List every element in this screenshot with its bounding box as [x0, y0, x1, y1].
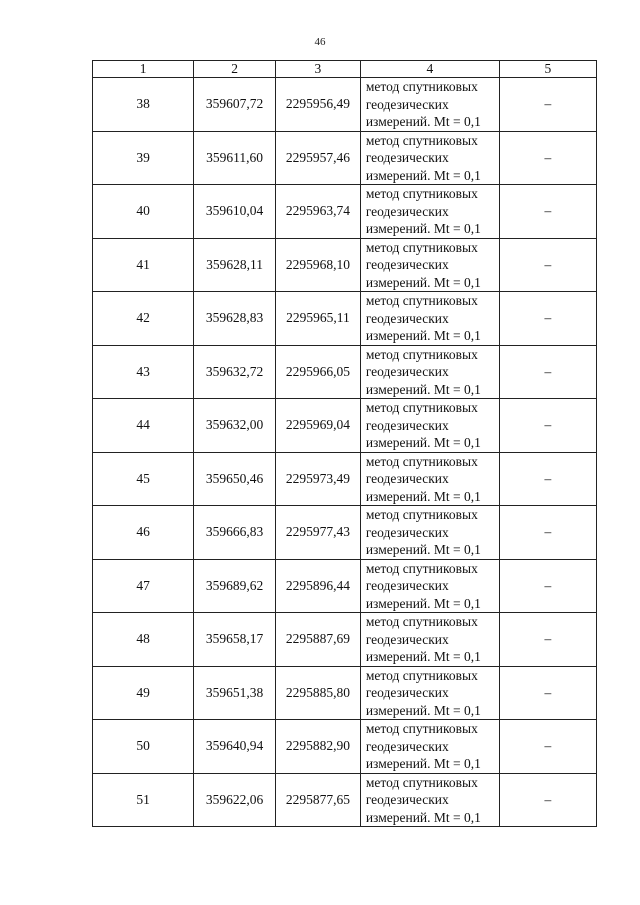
method-cell: [360, 292, 499, 346]
method-line: измерений. Mt = 0,1: [365, 435, 481, 450]
method-line: измерений. Mt = 0,1: [365, 114, 481, 129]
method-cell: [360, 345, 499, 399]
table-row: [93, 78, 597, 132]
column-header: 4: [360, 61, 499, 78]
method-cell: [360, 185, 499, 239]
point-number-cell: 51: [93, 773, 194, 827]
coordinates-table: [92, 60, 597, 827]
method-cell: [360, 773, 499, 827]
method-line: метод спутниковых: [365, 721, 478, 736]
method-cell: [360, 238, 499, 292]
method-line: измерений. Mt = 0,1: [365, 488, 481, 504]
method-line: метод спутниковых: [365, 293, 478, 308]
column-header: 3: [275, 61, 360, 78]
note-cell: –: [499, 131, 596, 185]
y-coordinate-cell: 2295965,11: [275, 292, 360, 346]
point-number-cell: 47: [93, 559, 194, 613]
method-line: геодезических: [365, 96, 449, 112]
x-coordinate-cell: 359650,46: [194, 452, 276, 506]
method-line: измерений. Mt = 0,1: [365, 274, 481, 290]
y-coordinate-cell: 2295963,74: [275, 185, 360, 239]
table-body: [93, 78, 597, 827]
method-line: измерений. Mt = 0,1: [365, 167, 481, 183]
point-number-cell: 45: [93, 452, 194, 506]
y-coordinate-cell: 2295885,80: [275, 666, 360, 720]
method-line: метод спутниковых: [365, 239, 478, 255]
method-line: измерений. Mt = 0,1: [365, 542, 481, 557]
method-line: геодезических: [365, 364, 449, 379]
table-row: [93, 399, 597, 453]
y-coordinate-cell: 2295968,10: [275, 238, 360, 292]
column-header: 1: [93, 61, 194, 78]
note-cell: –: [499, 399, 596, 453]
method-line: геодезических: [365, 792, 449, 807]
method-line: геодезических: [365, 471, 449, 486]
note-cell: –: [499, 78, 596, 132]
table-row: [93, 720, 597, 774]
y-coordinate-cell: 2295896,44: [275, 559, 360, 613]
table-header-row: [93, 61, 597, 78]
point-number-cell: 38: [93, 78, 194, 132]
x-coordinate-cell: 359632,00: [194, 399, 276, 453]
x-coordinate-cell: 359632,72: [194, 345, 276, 399]
note-cell: –: [499, 452, 596, 506]
y-coordinate-cell: 2295966,05: [275, 345, 360, 399]
note-cell: –: [499, 345, 596, 399]
method-cell: [360, 131, 499, 185]
method-line: геодезических: [365, 685, 449, 700]
method-line: метод спутниковых: [365, 79, 478, 94]
point-number-cell: 43: [93, 345, 194, 399]
note-cell: –: [499, 666, 596, 720]
point-number-cell: 44: [93, 399, 194, 453]
point-number-cell: 46: [93, 506, 194, 560]
method-cell: [360, 399, 499, 453]
x-coordinate-cell: 359640,94: [194, 720, 276, 774]
table-row: [93, 506, 597, 560]
point-number-cell: 48: [93, 613, 194, 667]
y-coordinate-cell: 2295957,46: [275, 131, 360, 185]
column-header: 2: [194, 61, 276, 78]
point-number-cell: 49: [93, 666, 194, 720]
x-coordinate-cell: 359611,60: [194, 131, 276, 185]
x-coordinate-cell: 359607,72: [194, 78, 276, 132]
y-coordinate-cell: 2295956,49: [275, 78, 360, 132]
method-line: измерений. Mt = 0,1: [365, 221, 481, 236]
x-coordinate-cell: 359689,62: [194, 559, 276, 613]
method-cell: [360, 559, 499, 613]
method-line: измерений. Mt = 0,1: [365, 649, 481, 664]
y-coordinate-cell: 2295973,49: [275, 452, 360, 506]
table-row: [93, 185, 597, 239]
point-number-cell: 41: [93, 238, 194, 292]
x-coordinate-cell: 359610,04: [194, 185, 276, 239]
note-cell: –: [499, 773, 596, 827]
point-number-cell: 39: [93, 131, 194, 185]
y-coordinate-cell: 2295977,43: [275, 506, 360, 560]
method-line: измерений. Mt = 0,1: [365, 809, 481, 825]
method-line: метод спутниковых: [365, 560, 478, 576]
method-cell: [360, 666, 499, 720]
method-line: геодезических: [365, 203, 449, 219]
method-line: измерений. Mt = 0,1: [365, 328, 481, 343]
note-cell: –: [499, 613, 596, 667]
method-line: метод спутниковых: [365, 667, 478, 683]
method-line: метод спутниковых: [365, 774, 478, 790]
method-cell: [360, 78, 499, 132]
x-coordinate-cell: 359622,06: [194, 773, 276, 827]
point-number-cell: 50: [93, 720, 194, 774]
method-line: геодезических: [365, 631, 449, 647]
method-cell: [360, 452, 499, 506]
method-line: метод спутниковых: [365, 186, 478, 201]
method-line: метод спутниковых: [365, 132, 478, 148]
method-line: геодезических: [365, 150, 449, 165]
method-line: измерений. Mt = 0,1: [365, 702, 481, 718]
y-coordinate-cell: 2295882,90: [275, 720, 360, 774]
table-row: [93, 345, 597, 399]
method-line: геодезических: [365, 310, 449, 326]
note-cell: –: [499, 506, 596, 560]
method-line: геодезических: [365, 738, 449, 754]
note-cell: –: [499, 185, 596, 239]
method-line: метод спутниковых: [365, 346, 478, 362]
table-row: [93, 452, 597, 506]
x-coordinate-cell: 359628,11: [194, 238, 276, 292]
table-row: [93, 559, 597, 613]
x-coordinate-cell: 359651,38: [194, 666, 276, 720]
method-line: метод спутниковых: [365, 453, 478, 469]
method-line: измерений. Mt = 0,1: [365, 381, 481, 397]
table-row: [93, 773, 597, 827]
method-line: метод спутниковых: [365, 400, 478, 415]
page-number: 46: [314, 36, 326, 48]
method-cell: [360, 613, 499, 667]
point-number-cell: 40: [93, 185, 194, 239]
method-line: геодезических: [365, 417, 449, 433]
method-line: геодезических: [365, 524, 449, 540]
table-row: [93, 238, 597, 292]
table-row: [93, 613, 597, 667]
table-row: [93, 292, 597, 346]
method-line: измерений. Mt = 0,1: [365, 595, 481, 611]
x-coordinate-cell: 359628,83: [194, 292, 276, 346]
y-coordinate-cell: 2295877,65: [275, 773, 360, 827]
table-row: [93, 131, 597, 185]
note-cell: –: [499, 238, 596, 292]
table-row: [93, 666, 597, 720]
method-line: метод спутниковых: [365, 614, 478, 629]
method-line: геодезических: [365, 257, 449, 272]
note-cell: –: [499, 559, 596, 613]
method-line: метод спутниковых: [365, 507, 478, 522]
method-cell: [360, 720, 499, 774]
x-coordinate-cell: 359666,83: [194, 506, 276, 560]
note-cell: –: [499, 720, 596, 774]
point-number-cell: 42: [93, 292, 194, 346]
y-coordinate-cell: 2295887,69: [275, 613, 360, 667]
note-cell: –: [499, 292, 596, 346]
x-coordinate-cell: 359658,17: [194, 613, 276, 667]
y-coordinate-cell: 2295969,04: [275, 399, 360, 453]
method-line: геодезических: [365, 578, 449, 593]
column-header: 5: [499, 61, 596, 78]
method-line: измерений. Mt = 0,1: [365, 756, 481, 771]
method-cell: [360, 506, 499, 560]
